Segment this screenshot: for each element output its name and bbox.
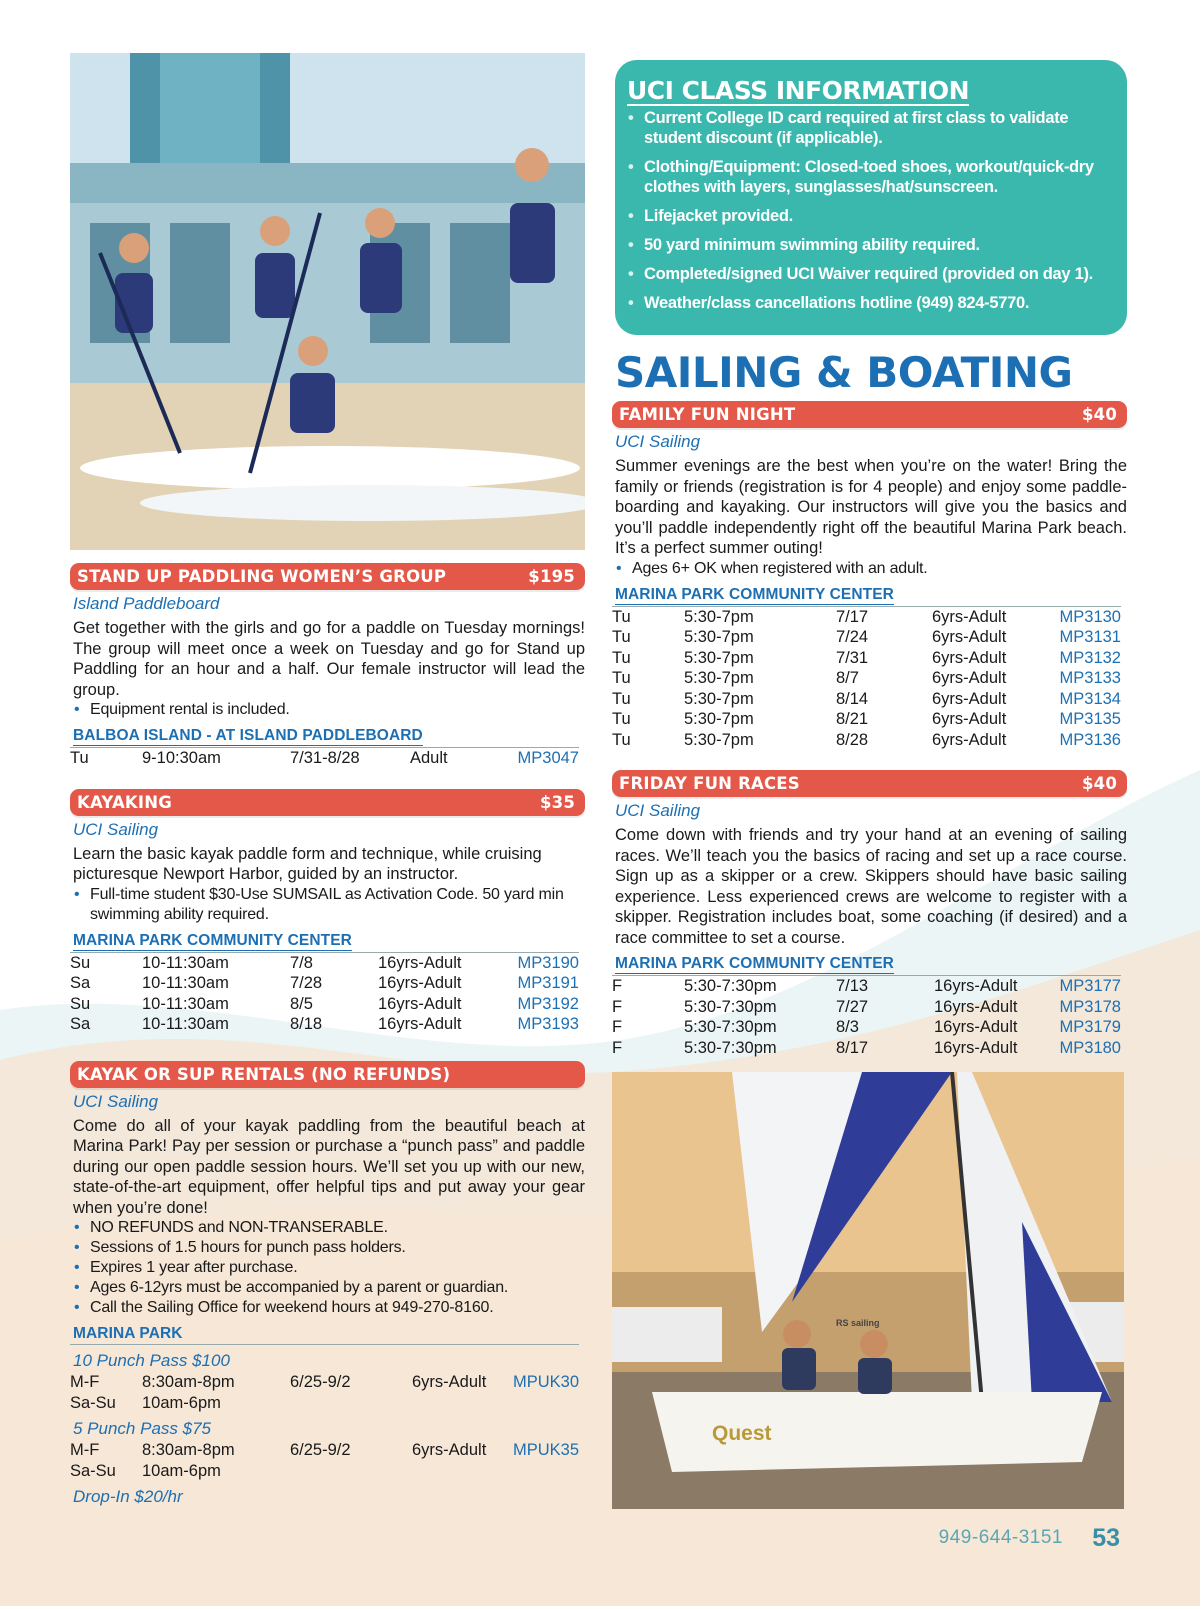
time: 9-10:30am xyxy=(142,749,221,767)
schedule-row xyxy=(612,668,1127,689)
time: 10-11:30am xyxy=(142,994,229,1013)
info-box-title: UCI CLASS INFORMATION xyxy=(627,76,969,105)
schedule-row xyxy=(612,607,1127,628)
time: 5:30-7pm xyxy=(684,628,754,646)
schedule-row xyxy=(612,627,1127,648)
age: 16yrs-Adult xyxy=(934,1038,1018,1057)
family-fun-title: FAMILY FUN NIGHT xyxy=(619,405,796,424)
info-item: • Current College ID card required at first class to validate student discount (if applicable). xyxy=(627,108,1113,148)
time: 5:30-7:30pm xyxy=(684,1038,777,1057)
course-code[interactable]: MP3178 xyxy=(1059,997,1121,1016)
family-fun-header xyxy=(612,401,1127,428)
drop-in-label: Drop-In $20/hr xyxy=(73,1487,183,1506)
course-code[interactable]: MPUK35 xyxy=(512,1441,579,1459)
schedule-row xyxy=(70,973,585,994)
day: Tu xyxy=(612,730,631,749)
friday-races-title: FRIDAY FUN RACES xyxy=(619,774,800,793)
day: Sa xyxy=(70,974,91,992)
family-fun-bullets xyxy=(612,559,1127,579)
schedule-row xyxy=(70,1461,585,1482)
family-fun-section xyxy=(612,401,1127,750)
date: 8/18 xyxy=(290,1015,323,1033)
time: 5:30-7:30pm xyxy=(684,1018,777,1036)
schedule-row xyxy=(70,994,585,1015)
bullet: • NO REFUNDS and NON-TRANSERABLE. xyxy=(73,1218,585,1238)
section-title: SAILING & BOATING xyxy=(615,348,1073,397)
time: 10am-6pm xyxy=(142,1461,221,1480)
time: 8:30am-8pm xyxy=(142,1373,235,1391)
bullet: • Equipment rental is included. xyxy=(73,700,585,720)
sup-women-header xyxy=(70,563,585,590)
day: Sa xyxy=(70,1015,91,1033)
sup-women-price: $195 xyxy=(528,567,575,586)
date: 8/5 xyxy=(290,994,313,1013)
day: F xyxy=(612,1018,623,1036)
uci-class-info-box xyxy=(615,60,1127,335)
kayaking-bullets xyxy=(70,885,585,925)
date: 6/25-9/2 xyxy=(290,1441,351,1459)
info-box-list xyxy=(627,108,1113,313)
course-code[interactable]: MPUK30 xyxy=(512,1373,579,1391)
age: 6yrs-Adult xyxy=(932,730,1007,749)
friday-races-section xyxy=(612,770,1127,1058)
time: 5:30-7pm xyxy=(684,730,754,749)
friday-races-header xyxy=(612,770,1127,797)
course-code[interactable]: MP3179 xyxy=(1059,1018,1121,1036)
schedule-row xyxy=(70,1440,585,1461)
rentals-title: KAYAK OR SUP RENTALS (NO REFUNDS) xyxy=(77,1064,451,1084)
date: 7/31-8/28 xyxy=(290,749,360,767)
info-item: • 50 yard minimum swimming ability required. xyxy=(627,235,1113,255)
day: F xyxy=(612,1038,623,1057)
date: 8/17 xyxy=(836,1038,869,1057)
footer-phone: 949-644-3151 xyxy=(938,1527,1063,1548)
sailboat-photo xyxy=(612,1072,1124,1509)
rentals-location: MARINA PARK xyxy=(73,1325,183,1342)
day: F xyxy=(612,977,623,995)
course-code[interactable]: MP3135 xyxy=(1059,710,1121,728)
family-fun-price: $40 xyxy=(1081,405,1117,424)
info-item: • Weather/class cancellations hotline (949) 824-5770. xyxy=(627,293,1113,313)
sup-women-schedule xyxy=(70,748,585,769)
time: 5:30-7pm xyxy=(684,648,754,667)
friday-races-description: Come down with friends and try your hand at an evening of sailing races. We’ll teach you the basics of racing and set up a race course. Sign up as a skipper or a crew. Skippers should have basic sailing experience. Less experienced crews are welcome to register with a skipper. Registration includes boat, some coaching (if desired) and a race committee to set a course. xyxy=(615,826,1127,947)
time: 10-11:30am xyxy=(142,974,229,992)
date: 7/24 xyxy=(836,628,869,646)
course-code[interactable]: MP3132 xyxy=(1059,648,1121,667)
friday-races-provider: UCI Sailing xyxy=(615,801,701,820)
bullet: • Ages 6+ OK when registered with an adult. xyxy=(615,559,1127,579)
time: 10am-6pm xyxy=(142,1393,221,1412)
age: 6yrs-Adult xyxy=(932,669,1007,687)
date: 8/14 xyxy=(836,689,869,708)
course-code[interactable]: MP3047 xyxy=(517,749,579,767)
date: 8/28 xyxy=(836,730,869,749)
kayaking-location: MARINA PARK COMMUNITY CENTER xyxy=(73,931,352,949)
family-fun-description: Summer evenings are the best when you’re on the water! Bring the family or friends (registration is for 4 people) and enjoy some paddle-boarding and kayaking. Our instructors will give you the basics and you’ll paddle independently right off the beautiful Marina Park beach. It’s a perfect summer outing! xyxy=(615,457,1127,557)
day: Tu xyxy=(612,648,631,667)
time: 5:30-7pm xyxy=(684,669,754,687)
date: 7/28 xyxy=(290,974,323,992)
rentals-bullets xyxy=(70,1218,585,1318)
time: 5:30-7:30pm xyxy=(684,977,777,995)
course-code[interactable]: MP3133 xyxy=(1059,669,1121,687)
kayaking-price: $35 xyxy=(539,792,575,812)
schedule-row xyxy=(70,1372,585,1393)
info-item: • Completed/signed UCI Waiver required (provided on day 1). xyxy=(627,264,1113,284)
schedule-row xyxy=(612,730,1127,751)
day: M-F xyxy=(70,1441,100,1459)
time: 5:30-7pm xyxy=(684,607,754,626)
rentals-description: Come do all of your kayak paddling from the beautiful beach at Marina Park! Pay per session or purchase a “punch pass” and paddle during our open paddle session hours. We’ll set you up with our new, state-of-the-art equipment, offer helpful tips and put away your gear when you’re done! xyxy=(73,1116,585,1217)
day: F xyxy=(612,997,623,1016)
punch-pass-10-schedule xyxy=(70,1372,585,1413)
age: 6yrs-Adult xyxy=(412,1373,487,1391)
course-code[interactable]: MP3177 xyxy=(1059,977,1121,995)
day: Tu xyxy=(612,607,631,626)
family-fun-provider: UCI Sailing xyxy=(615,432,701,451)
schedule-row xyxy=(612,648,1127,669)
course-code[interactable]: MP3193 xyxy=(517,1015,579,1033)
bullet: • Full-time student $30-Use SUMSAIL as Activation Code. 50 yard min swimming ability required. xyxy=(73,885,585,925)
info-item: • Clothing/Equipment: Closed-toed shoes, workout/quick-dry clothes with layers, sunglasses/hat/sunscreen. xyxy=(627,157,1113,197)
left-column xyxy=(70,53,585,1508)
date: 7/31 xyxy=(836,648,869,667)
course-code[interactable]: MP3180 xyxy=(1059,1038,1121,1057)
info-item: • Lifejacket provided. xyxy=(627,206,1113,226)
age: 6yrs-Adult xyxy=(932,648,1007,667)
sup-women-title: STAND UP PADDLING WOMEN’S GROUP xyxy=(77,567,447,586)
day: Tu xyxy=(612,669,631,687)
sup-women-description: Get together with the girls and go for a paddle on Tuesday mornings! The group will meet once a week on Tuesday and go for Stand up Paddling for an hour and a half. Our female instructor will lead the group. xyxy=(73,619,585,699)
day: M-F xyxy=(70,1373,100,1391)
family-fun-schedule xyxy=(612,607,1127,751)
course-code[interactable]: MP3190 xyxy=(517,953,579,972)
course-code[interactable]: MP3136 xyxy=(1059,730,1121,749)
age: 16yrs-Adult xyxy=(378,953,462,972)
date: 7/27 xyxy=(836,997,869,1016)
schedule-row xyxy=(70,953,585,974)
boat-brand-text: Quest xyxy=(712,1422,772,1445)
day: Tu xyxy=(70,749,89,767)
kayaking-description: Learn the basic kayak paddle form and technique, while cruising picturesque Newport Harbor, guided by an instructor. xyxy=(73,844,542,883)
schedule-row xyxy=(612,689,1127,710)
bullet: • Sessions of 1.5 hours for punch pass holders. xyxy=(73,1238,585,1258)
age: 6yrs-Adult xyxy=(412,1441,487,1459)
kayaking-title: KAYAKING xyxy=(77,792,172,812)
course-code[interactable]: MP3134 xyxy=(1059,689,1121,708)
day: Sa-Su xyxy=(70,1393,116,1412)
friday-races-schedule xyxy=(612,976,1127,1058)
age: 6yrs-Adult xyxy=(932,607,1007,626)
sup-women-bullets xyxy=(70,700,585,720)
schedule-row xyxy=(70,748,585,769)
day: Tu xyxy=(612,710,631,728)
date: 8/3 xyxy=(836,1018,859,1036)
kayaking-header xyxy=(70,789,585,816)
bullet: • Call the Sailing Office for weekend hours at 949-270-8160. xyxy=(73,1298,585,1318)
schedule-row xyxy=(612,1017,1127,1038)
friday-races-price: $40 xyxy=(1081,774,1117,793)
day: Tu xyxy=(612,628,631,646)
date: 6/25-9/2 xyxy=(290,1373,351,1391)
sup-women-provider: Island Paddleboard xyxy=(73,594,220,613)
age: 16yrs-Adult xyxy=(378,974,462,992)
age: 6yrs-Adult xyxy=(932,710,1007,728)
sup-women-location: BALBOA ISLAND - AT ISLAND PADDLEBOARD xyxy=(73,727,423,744)
sup-women-section xyxy=(70,563,585,769)
sail-brand-text: RS sailing xyxy=(836,1318,880,1328)
right-column xyxy=(612,60,1127,1509)
rentals-provider: UCI Sailing xyxy=(73,1091,159,1111)
day: Tu xyxy=(612,689,631,708)
time: 5:30-7:30pm xyxy=(684,997,777,1016)
course-code[interactable]: MP3192 xyxy=(517,994,579,1013)
time: 5:30-7pm xyxy=(684,710,754,728)
date: 8/21 xyxy=(836,710,869,728)
age: 6yrs-Adult xyxy=(932,689,1007,708)
schedule-row xyxy=(612,709,1127,730)
punch-pass-10-label: 10 Punch Pass $100 xyxy=(73,1351,230,1370)
kayaking-provider: UCI Sailing xyxy=(73,819,159,839)
day: Su xyxy=(70,953,91,972)
schedule-row xyxy=(70,1393,585,1414)
age: 6yrs-Adult xyxy=(932,628,1007,646)
kayaking-section xyxy=(70,789,585,1035)
course-code[interactable]: MP3131 xyxy=(1059,628,1121,646)
rentals-section xyxy=(70,1061,585,1508)
day: Su xyxy=(70,994,91,1013)
time: 8:30am-8pm xyxy=(142,1441,235,1459)
punch-pass-5-label: 5 Punch Pass $75 xyxy=(73,1419,211,1438)
course-code[interactable]: MP3191 xyxy=(517,974,579,992)
date: 7/17 xyxy=(836,607,869,626)
schedule-row xyxy=(70,1014,585,1035)
day: Sa-Su xyxy=(70,1461,116,1480)
punch-pass-5-schedule xyxy=(70,1440,585,1481)
rentals-header xyxy=(70,1061,585,1088)
age: 16yrs-Adult xyxy=(934,977,1018,995)
kayaking-schedule xyxy=(70,953,585,1035)
friday-races-location: MARINA PARK COMMUNITY CENTER xyxy=(615,955,894,972)
time: 10-11:30am xyxy=(142,953,229,972)
family-fun-location: MARINA PARK COMMUNITY CENTER xyxy=(615,585,894,603)
bullet: • Ages 6-12yrs must be accompanied by a parent or guardian. xyxy=(73,1278,585,1298)
age: Adult xyxy=(410,749,448,767)
page-number: 53 xyxy=(1092,1524,1120,1552)
age: 16yrs-Adult xyxy=(378,1015,462,1033)
date: 8/7 xyxy=(836,669,859,687)
date: 7/8 xyxy=(290,953,313,972)
schedule-row xyxy=(612,997,1127,1018)
time: 10-11:30am xyxy=(142,1015,229,1033)
schedule-row xyxy=(612,1038,1127,1059)
date: 7/13 xyxy=(836,977,869,995)
paddleboard-photo xyxy=(70,53,585,550)
bullet: • Expires 1 year after purchase. xyxy=(73,1258,585,1278)
age: 16yrs-Adult xyxy=(378,994,462,1013)
time: 5:30-7pm xyxy=(684,689,754,708)
schedule-row xyxy=(612,976,1127,997)
course-code[interactable]: MP3130 xyxy=(1059,607,1121,626)
age: 16yrs-Adult xyxy=(934,1018,1018,1036)
age: 16yrs-Adult xyxy=(934,997,1018,1016)
